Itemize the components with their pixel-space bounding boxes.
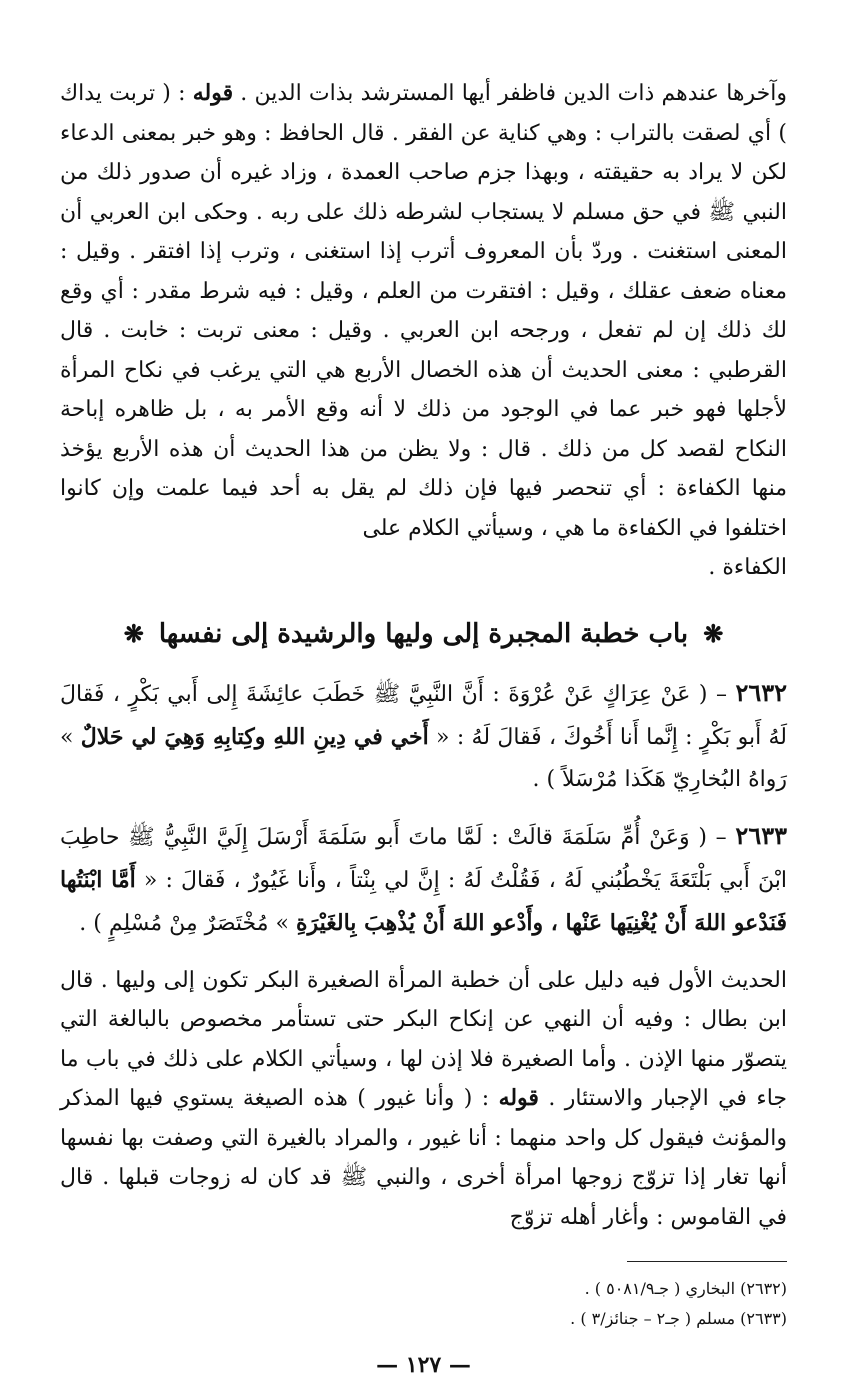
section-title: باب خطبة المجبرة إلى وليها والرشيدة إلى نفسها (158, 618, 689, 649)
book-page (60, 60, 788, 1378)
hadith-quote: أَخي في دِينِ اللهِ وكِتابِهِ وَهِيَ لي حَلالٌ (80, 723, 429, 750)
commentary-text: الحديث الأول فيه دليل على أن خطبة المرأة الصغيرة البكر تكون إلى وليها . قال ابن بطال : وفيه أن النهي عن إنكاح البكر حتى تستأمر مخصوص بالبالغة التي يتصوّر منها الإذن . وأما الصغيرة فلا إذن لها ، وسيأتي الكلام على ذلك في باب ما جاء في الإجبار والاستئار . (60, 967, 787, 1111)
section-heading (60, 614, 787, 654)
top-paragraph-text-start: وآخرها عندهم ذات الدين فاظفر أيها المسترشد بذات الدين . (233, 81, 787, 106)
hadith-text: ( عَنْ عِرَاكٍ عَنْ عُرْوَةَ : أَنَّ النَّبِيَّ ﷺ خَطَبَ عائِشَةَ إِلى أَبي بَكْرٍ ، فَقالَ لَهُ أَبو بَكْرٍ : إِنَّما أَنا أَخُوكَ ، فَقالَ لَهُ : « (60, 681, 788, 750)
commentary-text-end: : ( وأنا غيور ) هذه الصيغة يستوي فيها المذكر والمؤنث فيقول كل واحد منهما : أنا غيور ، والمراد بالغيرة التي وصفت بها نفسها أنها تغار إذا تزوّج زوجها امرأة أخرى ، والنبي ﷺ قد كان له زوجات قبلها . قال في القاموس : وأغار أهله تزوّج (60, 1086, 787, 1230)
top-paragraph-text-body: : ( تربت يداك ) أي لصقت بالتراب : وهي كناية عن الفقر . قال الحافظ : وهو خبر بمعنى الدعاء لكن لا يراد به حقيقته ، وبهذا جزم صاحب العمدة ، وزاد غيره أن صدور ذلك من النبي ﷺ في حق مسلم لا يستجاب لشرطه ذلك على ربه . وحكى ابن العربي أن المعنى استغنت . وردّ بأن المعروف أترب إذا استغنى ، وترب إذا افتقر . وقيل : معناه ضعف عقلك ، وقيل : افتقرت من العلم ، وقيل : فيه شرط مقدر : أي وقع لك ذلك إن لم تفعل ، ورجحه ابن العربي . وقيل : معنى تربت : خابت . قال القرطبي : معنى الحديث أن هذه الخصال الأربع هي التي يرغب في نكاح المرأة لأجلها فهو خبر عما في الوجود من ذلك لا أنه وقع الأمر به ، بل ظاهره إباحة النكاح لقصد كل من ذلك . قال : ولا يظن من هذا الحديث أن هذه الأربع يؤخذ منها الكفاءة : أي تنحصر فيها فإن ذلك لم يقل به أحد فيما علمت وإن كانوا اختلفوا في الكفاءة ما هي ، وسيأتي الكلام على (60, 81, 787, 541)
footnotes (60, 1274, 787, 1334)
hadith-2632 (60, 672, 787, 801)
hadith-2633 (60, 815, 787, 945)
top-paragraph-last-line: الكفاءة . (708, 555, 787, 580)
footnote-divider (627, 1261, 787, 1262)
commentary-paragraph (60, 961, 787, 1238)
footnote-2633: (٢٦٣٣) مسلم ( جـ٢ – جنائز/٣ ) . (570, 1309, 787, 1328)
qawluhu-label: قوله (192, 80, 234, 106)
star-ornament-icon: ❋ (703, 618, 724, 648)
top-paragraph (60, 74, 787, 588)
hadith-dash: – (707, 681, 736, 707)
qawluhu-label: قوله (498, 1085, 539, 1111)
hadith-number: ٢٦٣٣ (735, 820, 787, 850)
hadith-text-end: » مُخْتَصَرٌ مِنْ مُسْلِمٍ ) . (79, 910, 296, 936)
hadith-number: ٢٦٣٢ (735, 677, 787, 707)
hadith-text-end: » رَواهُ البُخارِيّ هَكَذا مُرْسَلاً ) . (60, 724, 787, 792)
footnote-2632: (٢٦٣٢) البخاري ( جـ٥٠٨١/٩ ) . (584, 1279, 787, 1298)
hadith-dash: – (706, 824, 736, 850)
page-number: — ١٢٧ — (376, 1352, 471, 1378)
star-ornament-icon: ❋ (123, 618, 144, 648)
hadith-text: ( وَعَنْ أُمِّ سَلَمَةَ قالَتْ : لَمَّا ماتَ أَبو سَلَمَةَ أَرْسَلَ إِلَيَّ النَّبِيُّ ﷺ حاطِبَ ابْنَ أَبي بَلْتَعَةَ يَخْطُبُني لَهُ ، فَقُلْتُ لَهُ : إِنَّ لي بِنْتاً ، وأَنا غَيُورٌ ، فَقالَ : « (60, 824, 787, 893)
hadith-quote: أَمَّا ابْنَتُها فَنَدْعو اللهَ أَنْ يُغْنِيَها عَنْها ، وأَدْعو اللهَ أَنْ يُذْهِبَ بِالغَيْرَةِ (60, 866, 787, 936)
